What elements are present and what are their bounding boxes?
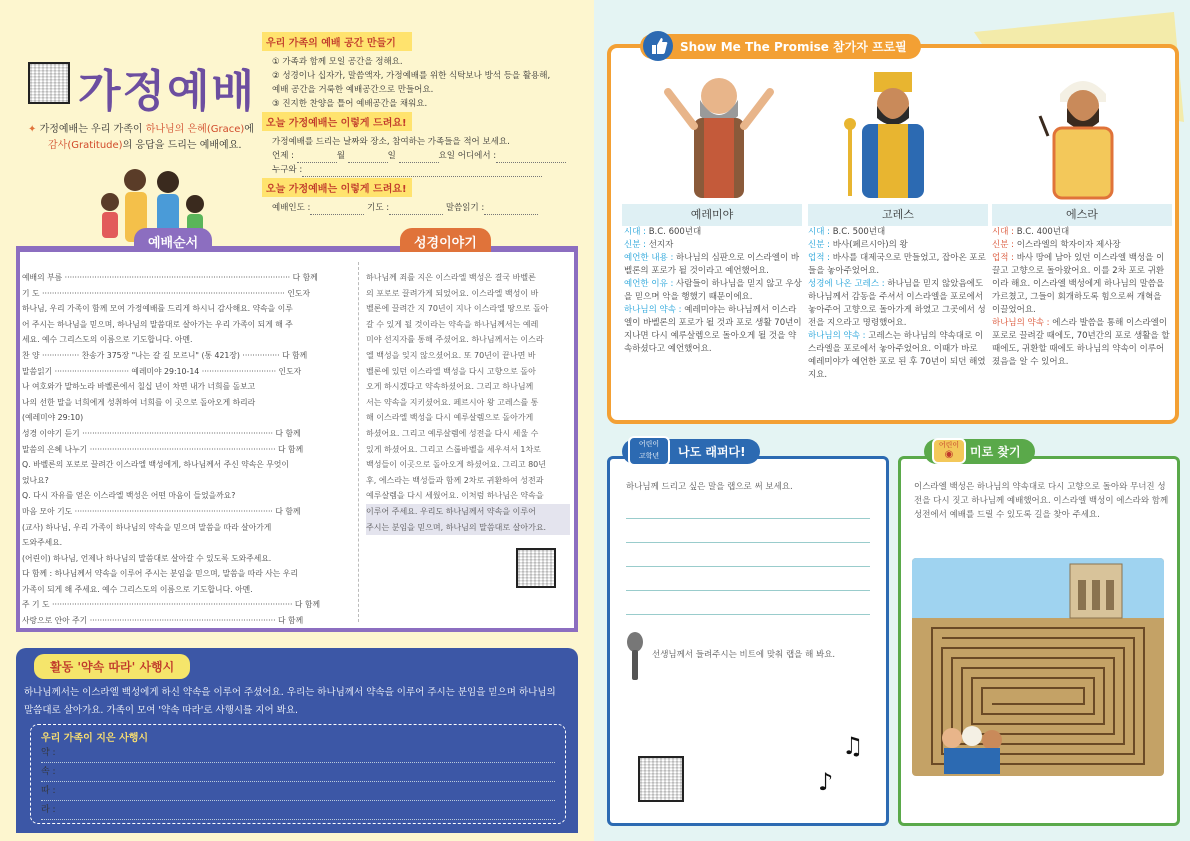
profile-key: 하나님의 약속 : bbox=[624, 305, 685, 315]
month-label: 월 bbox=[336, 151, 345, 161]
intro-gratitude: 감사(Gratitude) bbox=[48, 140, 123, 151]
profile-text-cyrus bbox=[808, 226, 988, 382]
story-line: 벨론에 있던 이스라엘 백성을 다시 고향으로 돌아 bbox=[366, 366, 536, 376]
rap-line[interactable] bbox=[626, 566, 870, 567]
profile-value: B.C. 500년대 bbox=[832, 227, 886, 237]
profile-name-cyrus: 고레스 bbox=[808, 204, 988, 226]
column-divider bbox=[358, 262, 359, 622]
story-line: 엘 백성을 잊지 않으셨어요. 또 70년이 끝나면 바 bbox=[366, 350, 536, 360]
order-line: 하나님, 우리 가족이 함께 모여 가정예배를 드리게 하시니 감사해요. 약속을 이루 bbox=[22, 304, 293, 314]
story-line: 서는 약속을 지키셨어요. 페르시아 왕 고레스를 통 bbox=[366, 397, 539, 407]
date-label: 언제 : bbox=[272, 151, 294, 161]
profile-value: 예레미야는 하나님께서 이스라엘이 바벨론의 포로가 될 것과 포로 생활 70년이 지나면 다시 예루살렘으로 돌아오게 될 것을 약속하셨다고 예언했어요. bbox=[624, 305, 802, 354]
profile-value: B.C. 400년대 bbox=[1016, 227, 1070, 237]
activity-poem-box bbox=[30, 724, 566, 824]
profile-key: 업적 : bbox=[808, 253, 833, 263]
profile-key: 예언한 내용 : bbox=[624, 253, 677, 263]
activity-tab-title: '약속 따라' 사행시 bbox=[77, 660, 175, 674]
qr-code-icon[interactable] bbox=[28, 62, 70, 104]
order-line: 다 함께 : 하나님께서 약속을 이루어 주시는 분임을 믿으며, 말씀을 따라 사는 우리 bbox=[22, 569, 298, 579]
profile-key: 하나님의 약속 : bbox=[992, 318, 1053, 328]
profile-value: 바사(페르시아)의 왕 bbox=[832, 240, 908, 250]
profile-key: 하나님의 약속 : bbox=[808, 331, 869, 341]
order-line: 사랑으로 안아 주기 ··········································································· 다 함께 bbox=[22, 616, 304, 626]
prayer-label: 기도 : bbox=[367, 203, 390, 213]
story-line: 예루살렘을 다시 세웠어요. 이처럼 하나님은 약속을 bbox=[366, 491, 544, 501]
reading-label: 말씀읽기 : bbox=[445, 203, 485, 213]
order-line: 어 주시는 하나님을 믿으며, 하나님의 말씀대로 살아가는 우리 가족이 되게 해 주 bbox=[22, 319, 293, 329]
today-text: 가정예배를 드리는 날짜와 장소, 참여하는 가족들을 적어 보세요. bbox=[272, 137, 510, 147]
sparkle-icon: ✦ bbox=[28, 124, 40, 135]
weekday-field[interactable] bbox=[399, 154, 439, 163]
story-line: 후, 에스라는 백성들과 함께 2차로 귀환하여 성전과 bbox=[366, 475, 544, 485]
poem-row[interactable]: 따 : bbox=[41, 782, 555, 801]
rap-badge bbox=[628, 436, 670, 466]
who-label: 누구와 : bbox=[272, 165, 303, 175]
story-line: 하나님께 죄를 지은 이스라엘 백성은 결국 바벨론 bbox=[366, 273, 536, 282]
jeremiah-illustration bbox=[654, 66, 784, 202]
profile-name-jeremiah: 예레미야 bbox=[622, 204, 802, 226]
cyrus-illustration bbox=[828, 66, 958, 202]
profile-value: 사람들이 하나님을 믿지 않고 우상을 믿으며 악을 행했기 때문이에요. bbox=[624, 279, 802, 302]
order-line: 말씀의 은혜 나누기 ··········································································· 다 함께 bbox=[22, 444, 304, 454]
poem-row[interactable]: 속 : bbox=[41, 763, 555, 782]
order-line: Q. 다시 자유를 얻은 이스라엘 백성은 어떤 마음이 들었을까요? bbox=[22, 491, 236, 501]
who-row bbox=[272, 163, 578, 177]
microphone-icon bbox=[624, 632, 646, 682]
story-line: 오게 하시겠다고 약속하셨어요. 그리고 하나님께 bbox=[366, 382, 534, 392]
space-section bbox=[262, 32, 588, 115]
profile-key: 시대 : bbox=[624, 227, 649, 237]
day-field[interactable] bbox=[348, 154, 388, 163]
rap-text: 하나님께 드리고 싶은 말을 랩으로 써 보세요. bbox=[626, 482, 793, 492]
profile-value: 바사를 대제국으로 만들었고, 잡아온 포로들을 놓아주었어요. bbox=[808, 253, 986, 276]
order-line: 주 기 도 ································································································· 다 함께 bbox=[22, 600, 320, 610]
profile-value: 이스라엘의 학자이자 제사장 bbox=[1016, 240, 1121, 250]
profile-value: 고레스는 하나님의 약속대로 이스라엘을 포로에서 놓아주었어요. 이때가 바로 예레미야가 예언한 포로 된 후 70년이 되던 해였지요. bbox=[808, 331, 986, 380]
rap-badge-bottom: 고학년 bbox=[638, 452, 660, 460]
profile-tab: Show Me The Promise 참가자 프로필 bbox=[640, 34, 921, 59]
order-line: 성경 이야기 듣기 ············································································· 다 함께 bbox=[22, 428, 301, 438]
profile-key: 신분 : bbox=[808, 240, 833, 250]
page-title: 가정예배 bbox=[78, 66, 257, 117]
where-field[interactable] bbox=[496, 154, 566, 163]
space-item: 예배 공간을 거룩한 예배공간으로 만들어요. bbox=[272, 85, 434, 95]
profile-value: 하나님의 심판으로 이스라엘이 바벨론의 포로가 될 것이라고 예언했어요. bbox=[624, 253, 800, 276]
today-heading-2: 오늘 가정예배는 이렇게 드려요! bbox=[262, 178, 412, 197]
order-line: 가족이 되게 해 주세요. 예수 그리스도의 이름으로 기도합니다. 아멘. bbox=[22, 584, 253, 594]
maze-text: 이스라엘 백성은 하나님의 약속대로 다시 고향으로 돌아와 무너진 성전을 다시 짓고 하나님께 예배했어요. 이스라엘 백성이 에스라와 함께 성전에서 예배를 드릴 수 있도록 길을 찾아 주세요. bbox=[914, 482, 1169, 520]
left-page bbox=[0, 0, 594, 841]
poem-row[interactable]: 라 : bbox=[41, 801, 555, 820]
space-item: ② 성경이나 십자가, 말씀액자, 가정예배를 위한 식탁보나 방석 등을 활용해, bbox=[272, 71, 551, 81]
profile-value: 바사 땅에 남아 있던 이스라엘 백성을 이끌고 고향으로 돌아왔어요. 이를 2차 포로 귀환이라 해요. 이스라엘 백성에게 하나님의 말씀을 가르쳤고, 그들이 회개하도록 힘으로써 개혁을 이끌었어요. bbox=[992, 253, 1165, 315]
music-note-icon: ♪ bbox=[818, 768, 834, 796]
intro-suffix: 의 응답을 드리는 예배예요. bbox=[122, 140, 242, 151]
maze-illustration[interactable] bbox=[912, 558, 1164, 776]
activity-tab-label: 활동 bbox=[50, 660, 74, 674]
space-item: ① 가족과 함께 모일 공간을 정해요. bbox=[272, 57, 403, 67]
where-label: 어디에서 : bbox=[457, 151, 497, 161]
order-line: (교사) 하나님, 우리 가족이 하나님의 약속을 믿으며 말씀을 따라 살아가게 bbox=[22, 522, 272, 532]
ezra-illustration bbox=[1018, 66, 1148, 202]
reading-field[interactable] bbox=[484, 206, 538, 215]
prayer-field[interactable] bbox=[389, 206, 443, 215]
order-line: 말씀읽기 ······························ 예레미야 29:10-14 ······························ 인도자 bbox=[22, 366, 302, 376]
maze-drawing bbox=[912, 558, 1164, 776]
story-line: 벨론에 끌려간 지 70년이 지나 이스라엘 땅으로 돌아 bbox=[366, 304, 549, 314]
profile-value: B.C. 600년대 bbox=[648, 227, 702, 237]
order-line: 나 여호와가 말하노라 바벨론에서 칠십 년이 차면 내가 너희를 돌보고 bbox=[22, 382, 256, 392]
order-line: 예배의 부름 ··························································································· 다 함께 bbox=[22, 273, 318, 282]
order-line: 세요. 예수 그리스도의 이름으로 기도합니다. 아멘. bbox=[22, 335, 193, 345]
story-line: 이루어 주세요. 우리도 하나님께서 약속을 이루어 bbox=[366, 504, 570, 520]
profile-value: 선지자 bbox=[648, 240, 674, 250]
story-line: 갈 수 있게 될 것이라는 약속을 하나님께서는 예레 bbox=[366, 319, 539, 329]
profile-value: 하나님을 믿지 않았음에도 하나님께서 감동을 주셔서 이스라엘을 포로에서 놓아주어 고향으로 돌아가게 하였고 그곳에서 성전을 지으라고 명령했어요. bbox=[808, 279, 986, 328]
story-line: 미야 선지자를 통해 주셨어요. 하나님께서는 이스라 bbox=[366, 335, 544, 345]
story-line: 하셨어요. 그리고 예루살렘에 성전을 다시 세울 수 bbox=[366, 428, 539, 438]
profile-key: 시대 : bbox=[808, 227, 833, 237]
story-line: 해 이스라엘 백성을 다시 예루살렘으로 돌아가게 bbox=[366, 413, 534, 423]
profile-key: 성경에 나온 고레스 : bbox=[808, 279, 888, 289]
qr-code-icon[interactable] bbox=[516, 548, 556, 588]
intro-mid: 에 bbox=[244, 124, 254, 135]
space-item: ③ 진지한 찬양을 틀어 예배공간을 채워요. bbox=[272, 99, 428, 109]
activity-poem-heading: 우리 가족이 지은 사행시 bbox=[41, 733, 149, 744]
story-line: 백성들이 이곳으로 돌아오게 하셨어요. 그리고 80년 bbox=[366, 460, 546, 470]
year-field[interactable] bbox=[297, 154, 337, 163]
maze-tab: 미로 찾기 bbox=[924, 439, 1035, 464]
order-line: Q. 바벨론의 포로로 끌려간 이스라엘 백성에게, 하나님께서 주신 약속은 무엇이 bbox=[22, 460, 289, 470]
profile-text-ezra bbox=[992, 226, 1172, 369]
profile-text-jeremiah bbox=[624, 226, 804, 356]
music-note-icon: ♫ bbox=[842, 732, 864, 760]
weekday-label: 요일 bbox=[438, 151, 455, 161]
intro-prefix: 가정예배는 우리 가족이 bbox=[39, 124, 146, 135]
profile-value: 에스라 발씀을 통해 이스라엘이 포로로 끌려갈 때에도, 70년간의 포로 생활을 할 때에도, 귀환할 때에도 하나님의 약속이 이루어졌음을 알 수 있어요. bbox=[992, 318, 1170, 367]
profile-key: 신분 : bbox=[624, 240, 649, 250]
today-heading: 오늘 가정예배는 이렇게 드려요! bbox=[262, 112, 412, 131]
order-line: 찬 양 ··············· 찬송가 375장 "나는 갈 길 모르니" (통 421장) ··············· 다 함께 bbox=[22, 350, 308, 360]
rap-badge-top: 어린이 bbox=[638, 440, 660, 448]
story-line: 있게 하셨어요. 그리고 스룹바벨을 세우셔서 1차로 bbox=[366, 444, 541, 454]
story-line: 의 포로로 끌려가게 되었어요. 이스라엘 백성이 바 bbox=[366, 288, 539, 298]
today-section bbox=[262, 112, 588, 181]
profile-key: 신분 : bbox=[992, 240, 1017, 250]
order-line: (예레미야 29:10) bbox=[22, 413, 84, 423]
order-tab: 예배순서 bbox=[134, 228, 212, 252]
order-list bbox=[22, 270, 354, 629]
leader-label: 예배인도 : bbox=[272, 203, 311, 213]
activity-tab bbox=[34, 654, 190, 679]
maze-badge bbox=[932, 438, 966, 464]
today-section-2 bbox=[262, 178, 588, 219]
profile-key: 시대 : bbox=[992, 227, 1017, 237]
order-line: 도와주세요. bbox=[22, 538, 63, 548]
intro-grace: 하나님의 은혜(Grace) bbox=[145, 124, 245, 135]
qr-code-icon[interactable] bbox=[638, 756, 684, 802]
thumbs-up-icon bbox=[642, 30, 674, 62]
rap-mic-text: 선생님께서 들려주시는 비트에 맞춰 랩을 해 봐요. bbox=[652, 650, 836, 660]
intro-text bbox=[28, 122, 258, 154]
poem-row[interactable]: 약 : bbox=[41, 744, 555, 763]
day-label: 일 bbox=[387, 151, 396, 161]
globe-icon: ◉ bbox=[944, 449, 954, 460]
order-line: 나의 선한 말을 너희에게 성취하여 너희를 이 곳으로 돌아오게 하리라 bbox=[22, 397, 256, 407]
space-heading: 우리 가족의 예배 공간 만들기 bbox=[262, 32, 412, 51]
rap-line[interactable] bbox=[626, 614, 870, 615]
leader-field[interactable] bbox=[310, 206, 364, 215]
profile-key: 예언한 이유 : bbox=[624, 279, 677, 289]
date-row bbox=[272, 149, 578, 163]
order-line: (어린이) 하나님, 언제나 하나님의 말씀대로 살아갈 수 있도록 도와주세요. bbox=[22, 553, 272, 563]
rap-line[interactable] bbox=[626, 542, 870, 543]
order-line: 었나요? bbox=[22, 475, 49, 485]
story-line: 주시는 분임을 믿으며, 하나님의 말씀대로 살아가요. bbox=[366, 520, 570, 536]
profile-name-ezra: 에스라 bbox=[992, 204, 1172, 226]
profile-key: 업적 : bbox=[992, 253, 1017, 263]
story-tab: 성경이야기 bbox=[400, 228, 491, 252]
activity-text: 하나님께서는 이스라엘 백성에게 하신 약속을 이루어 주셨어요. 우리는 하나님께서 약속을 이루어 주시는 분임을 믿으며 하나님의 말씀대로 살아가요. 가족이 모여 '약속 따라'로 사행시를 지어 봐요. bbox=[24, 687, 556, 716]
rap-line[interactable] bbox=[626, 590, 870, 591]
rap-tab: 나도 래퍼다! bbox=[622, 439, 760, 464]
who-field[interactable] bbox=[302, 168, 542, 177]
rap-line[interactable] bbox=[626, 518, 870, 519]
order-line: 마음 모아 기도 ················································································ 다 함께 bbox=[22, 506, 301, 516]
story-text bbox=[366, 270, 570, 535]
maze-badge-label: 어린이 bbox=[938, 441, 960, 449]
order-line: 기 도 ·································································································· 인도자 bbox=[22, 288, 310, 298]
